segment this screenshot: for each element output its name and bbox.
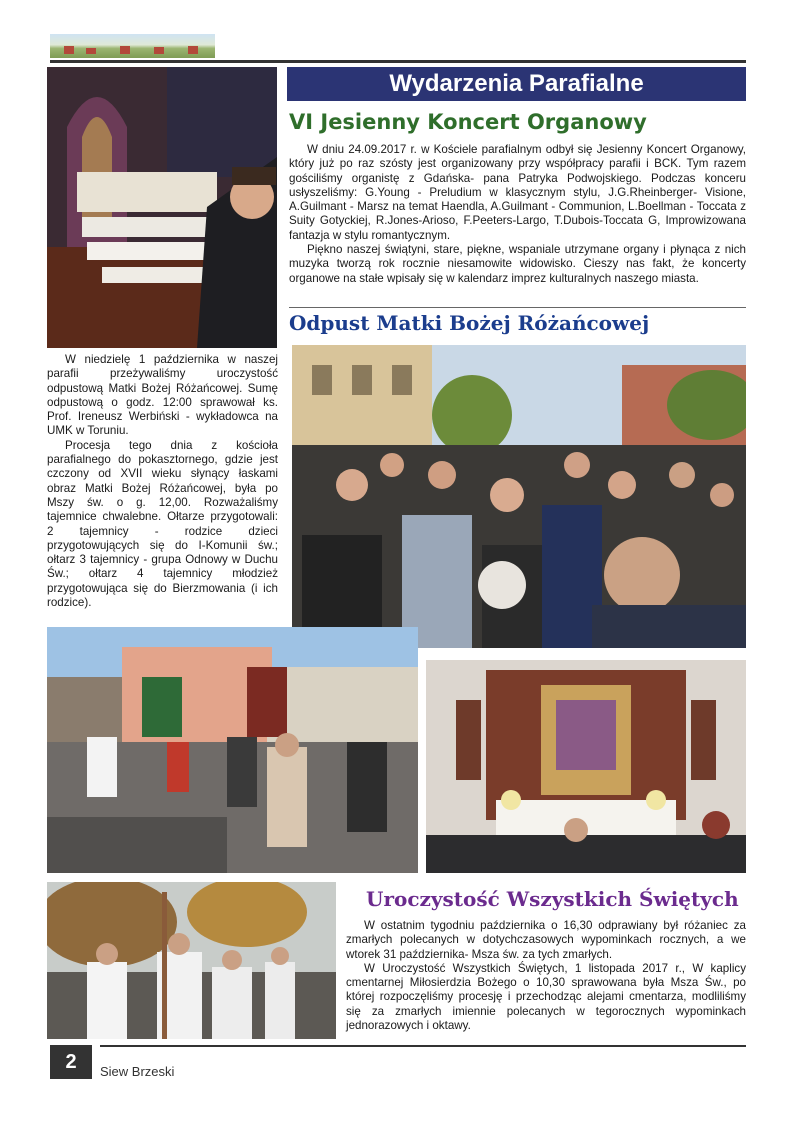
odpust-title: Odpust Matki Bożej Różańcowej [289,311,650,335]
odpust-paragraph-1: W niedzielę 1 października w naszej parafii przeżywaliśmy uroczystość odpustową Matki Bożej Różańcowej. Sumę odpustową o godz. 12:00 sprawował ks. Prof. Ireneusz Werbiński - wykładowca na UMK w Toruniu. [47,353,278,438]
odpust-paragraph-2: Procesja tego dnia z kościoła parafialnego do pokasztornego, gdzie jest czczony od XVII wieku słynący łaskami obraz Matki Bożej Różańcowej, była po Mszy św. o g. 12,00. Rozważaliśmy tajemnice chwalebne. Ołtarze przygotowali: 2 tajemnicy - rodzice dzieci przygotowujących się do I-Komunii św.; ołtarz 3 tajemnicy - grupa Odnowy w Duchu Św.; ołtarz 4 tajemnicy młodzież przygotowująca się do Bierzmowania (i ich rodzice). [47,438,278,610]
section-banner: Wydarzenia Parafialne [287,67,746,101]
concert-title: VI Jesienny Koncert Organowy [289,110,647,134]
header-town-thumbnail [50,34,215,58]
all-saints-paragraph-1: W ostatnim tygodniu października o 16,30 odprawiany był różaniec za zmarłych polecanych w dotychczasowych wypominkach rocznych, a we wtorek 31 października- Msza św. za tych zmarłych. [346,919,746,961]
procession-crowd-photo [292,345,746,648]
header-rule [50,60,746,63]
all-saints-article [346,919,746,1033]
footer-rule [100,1045,746,1047]
all-saints-paragraph-2: W Uroczystość Wszystkich Świętych, 1 listopada 2017 r., W kaplicy cmentarnej Miłosierdzia Bożego o 10,30 sprawowana była Msza Św., po której rozpoczęliśmy procesję i przechodząc alejami cmentarza, modliliśmy się za zmarłych imiennie polecanych w tegorocznych wypominkach jednorazowych i oktawy. [346,961,746,1033]
odpust-article [47,353,278,610]
cemetery-procession-photo [47,882,336,1039]
concert-paragraph-1: W dniu 24.09.2017 r. w Kościele parafialnym odbył się Jesienny Koncert Organowy, który już po raz szósty jest organizowany przy współpracy parafii i BCK. Tym razem gościliśmy organistę z Gdańska- pana Patryka Podwojskiego. Podczas konceru usłyszeliśmy: G.Young - Preludium w klasycznym stylu, J.G.Rheinberger- Visione, A.Guilmant - Marsz na temat Haendla, A.Guilmant - Communion, L.Boellman - Toccata z Suity Gotyckiej, R.Jones-Arioso, F.Peeters-Largo, T.Dubois-Toccata G, Improwizowana fantazja w stylu romantycznym. [289,143,746,242]
section-separator [289,307,746,308]
all-saints-title: Uroczystość Wszystkich Świętych [366,887,739,911]
street-procession-photo [47,627,418,873]
concert-article [289,143,746,286]
organ-concert-photo [47,67,277,348]
page-number: 2 [50,1045,92,1079]
church-altar-photo [426,660,746,873]
magazine-name: Siew Brzeski [100,1064,175,1079]
concert-paragraph-2: Piękno naszej świątyni, stare, piękne, wspaniale utrzymane organy i płynąca z nich muzyka tworzą rok rocznie niesamowite widowisko. Cieszy nas fakt, że koncerty organowe na stałe wpisały się w kalendarz imprez kulturalnych naszego miasta. [289,243,746,285]
